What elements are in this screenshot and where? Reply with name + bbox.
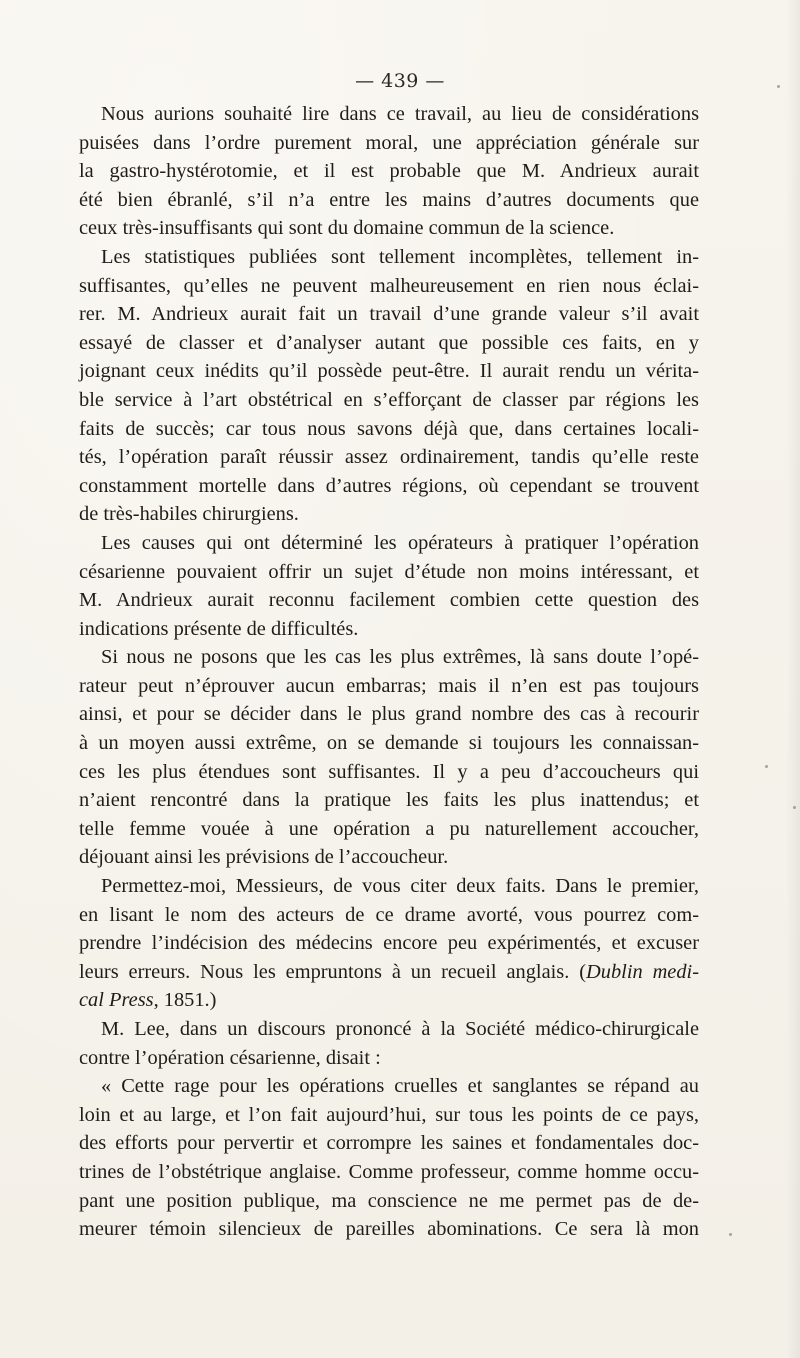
text-line-content: Si nous ne posons que les cas les plus extrêmes, là sans doute l’opé- xyxy=(101,646,699,669)
text-line-content: pant une position publique, ma conscience ne me permet pas de de- xyxy=(79,1189,699,1212)
text-line-content: à un moyen aussi extrême, on se demande si toujours les connaissan- xyxy=(79,732,699,755)
text-line-content: contre l’opération césarienne, disait : xyxy=(79,1046,381,1069)
ink-speck xyxy=(765,765,768,768)
journal-title: Dublin medi- xyxy=(586,960,700,983)
body-text xyxy=(79,100,699,1244)
text-line xyxy=(79,272,699,301)
text-line-content: Les causes qui ont déterminé les opérateurs à pratiquer l’opération xyxy=(101,531,699,554)
text-line-content: loin et au large, et l’on fait aujourd’hui, sur tous les points de ce pays, xyxy=(79,1103,699,1126)
text-line xyxy=(79,157,699,186)
text-line xyxy=(79,558,699,587)
text-line xyxy=(79,443,699,472)
text-line-content: constamment mortelle dans d’autres régions, où cependant se trouvent xyxy=(79,474,699,497)
text-line-content: tés, l’opération paraît réussir assez ordinairement, tandis qu’elle reste xyxy=(79,446,699,469)
citation-year: , 1851.) xyxy=(153,989,217,1012)
page-number: — 439 — xyxy=(355,70,445,92)
text-line-content: indications présente de difficultés. xyxy=(79,617,359,640)
text-line xyxy=(79,529,699,558)
text-line xyxy=(79,615,699,644)
text-line xyxy=(79,243,699,272)
ink-speck xyxy=(729,1233,732,1236)
text-line-content: leurs erreurs. Nous les empruntons à un recueil anglais. ( xyxy=(79,960,587,983)
text-line xyxy=(79,357,699,386)
text-line-content: ainsi, et pour se décider dans le plus grand nombre des cas à recourir xyxy=(79,703,699,726)
text-line xyxy=(79,186,699,215)
text-line xyxy=(79,500,699,529)
text-line-content: Nous aurions souhaité lire dans ce travail, au lieu de considérations xyxy=(101,103,699,125)
text-line xyxy=(79,672,699,701)
text-line xyxy=(79,415,699,444)
text-line xyxy=(79,586,699,615)
text-line xyxy=(79,986,699,1015)
text-line-content: la gastro-hystérotomie, et il est probable que M. Andrieux aurait xyxy=(79,160,699,183)
text-line xyxy=(79,758,699,787)
ink-speck xyxy=(793,806,796,809)
text-line-content: en lisant le nom des acteurs de ce drame avorté, vous pourrez com- xyxy=(79,903,699,926)
text-line-content: telle femme vouée à une opération a pu naturellement accoucher, xyxy=(79,817,699,840)
text-line xyxy=(79,643,699,672)
text-line xyxy=(79,1044,699,1073)
text-line-content: césarienne pouvaient offrir un sujet d’étude non moins intéressant, et xyxy=(79,560,699,583)
text-line xyxy=(79,1187,699,1216)
text-line-content: Permettez-moi, Messieurs, de vous citer deux faits. Dans le premier, xyxy=(101,875,699,898)
text-line-content: « Cette rage pour les opérations cruelles et sanglantes se répand au xyxy=(101,1075,699,1098)
text-line-content: trines de l’obstétrique anglaise. Comme professeur, comme homme occu- xyxy=(79,1160,699,1183)
text-line-content: puisées dans l’ordre purement moral, une appréciation générale sur xyxy=(79,131,699,154)
text-line-content: ble service à l’art obstétrical en s’efforçant de classer par régions les xyxy=(79,388,699,411)
text-line xyxy=(79,901,699,930)
text-line-content: n’aient rencontré dans la pratique les faits les plus inattendus; et xyxy=(79,789,699,812)
text-line xyxy=(79,1129,699,1158)
text-line xyxy=(79,1072,699,1101)
text-line-content: rateur peut n’éprouver aucun embarras; mais il n’en est pas toujours xyxy=(79,674,699,697)
text-line-content: rer. M. Andrieux aurait fait un travail d’une grande valeur s’il avait xyxy=(79,303,699,326)
text-line-content: suffisantes, qu’elles ne peuvent malheureusement en rien nous éclai- xyxy=(79,274,699,297)
text-line-content: des efforts pour pervertir et corrompre les saines et fondamentales doc- xyxy=(79,1132,699,1155)
text-line xyxy=(79,700,699,729)
journal-title: cal Press xyxy=(79,989,154,1012)
text-line xyxy=(79,1158,699,1187)
text-line xyxy=(79,786,699,815)
text-line xyxy=(79,300,699,329)
text-line-content: ces les plus étendues sont suffisantes. Il y a peu d’accoucheurs qui xyxy=(79,760,699,783)
text-line xyxy=(79,815,699,844)
text-line-content: prendre l’indécision des médecins encore peu expérimentés, et excuser xyxy=(79,932,699,955)
text-line-content: M. Andrieux aurait reconnu facilement combien cette question des xyxy=(79,589,699,612)
text-line xyxy=(79,958,699,987)
page-edge-shadow xyxy=(786,0,800,1358)
text-line-content: faits de succès; car tous nous savons déjà que, dans certaines locali- xyxy=(79,417,699,440)
text-line-content: déjouant ainsi les prévisions de l’accoucheur. xyxy=(79,846,449,869)
text-line xyxy=(79,872,699,901)
text-line-content: joignant ceux inédits qu’il possède peut-être. Il aurait rendu un vérita- xyxy=(79,360,699,383)
text-line xyxy=(79,214,699,243)
text-line xyxy=(79,386,699,415)
text-line-content: meurer témoin silencieux de pareilles abominations. Ce sera là mon xyxy=(79,1218,699,1241)
text-line xyxy=(79,929,699,958)
ink-speck xyxy=(777,85,780,88)
text-line xyxy=(79,843,699,872)
text-line-content: Les statistiques publiées sont tellement incomplètes, tellement in- xyxy=(101,245,699,268)
text-line-content: ceux très-insuffisants qui sont du domaine commun de la science. xyxy=(79,217,615,240)
text-line xyxy=(79,329,699,358)
text-line-content: M. Lee, dans un discours prononcé à la Société médico-chirurgicale xyxy=(101,1018,699,1040)
text-line-content: de très-habiles chirurgiens. xyxy=(79,503,299,526)
text-line-content: essayé de classer et d’analyser autant que possible ces faits, en y xyxy=(79,331,699,354)
text-line xyxy=(79,1215,699,1244)
text-line-content: été bien ébranlé, s’il n’a entre les mains d’autres documents que xyxy=(79,188,699,211)
text-line xyxy=(79,1015,699,1044)
text-line xyxy=(79,100,699,129)
text-line xyxy=(79,1101,699,1130)
text-line xyxy=(79,472,699,501)
text-line xyxy=(79,729,699,758)
text-line xyxy=(79,129,699,158)
